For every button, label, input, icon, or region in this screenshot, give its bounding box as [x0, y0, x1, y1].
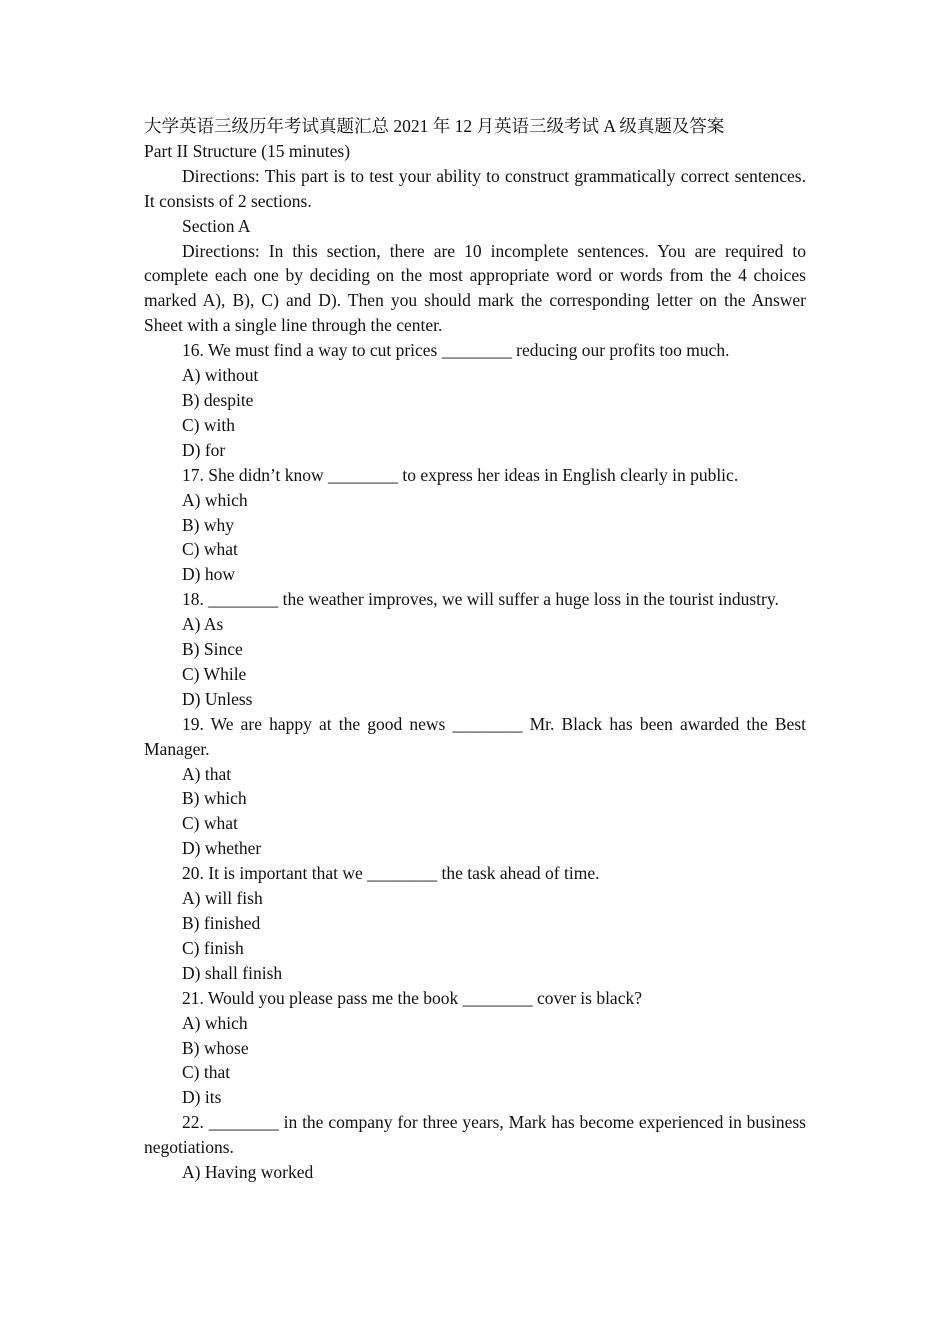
- option-a: A) that: [182, 763, 232, 784]
- option-a: A) without: [182, 365, 259, 386]
- option-d: D) its: [182, 1087, 222, 1108]
- option-b: B) despite: [182, 389, 254, 410]
- question-stem: 22. ________ in the company for three years, Mark has become experienced in business negotiations.: [144, 1112, 806, 1158]
- option-b: B) why: [182, 514, 235, 535]
- option-a: A) which: [182, 1012, 248, 1033]
- option-c: C) finish: [182, 937, 244, 958]
- part-heading: Part II Structure (15 minutes): [144, 140, 351, 161]
- option-d: D) Unless: [182, 688, 253, 709]
- option-a: A) will fish: [182, 888, 263, 909]
- question-20: [144, 861, 806, 986]
- option-c: C) what: [182, 539, 238, 560]
- option-b: B) which: [182, 788, 247, 809]
- question-stem: 20. It is important that we ________ the task ahead of time.: [182, 863, 600, 884]
- option-b: B) finished: [182, 913, 261, 933]
- document-title: 大学英语三级历年考试真题汇总 2021 年 12 月英语三级考试 A 级真题及答案: [144, 116, 725, 136]
- option-a: A) As: [182, 614, 224, 635]
- question-18: [144, 587, 806, 712]
- option-b: B) Since: [182, 639, 243, 660]
- question-stem: 21. Would you please pass me the book ________ cover is black?: [182, 987, 642, 1008]
- question-stem: 18. ________ the weather improves, we will suffer a huge loss in the tourist industry.: [182, 589, 779, 610]
- part-directions: Directions: This part is to test your ability to construct grammatically correct sentences. It consists of 2 sections.: [144, 165, 806, 211]
- option-d: D) for: [182, 439, 226, 460]
- option-d: D) shall finish: [182, 962, 283, 983]
- question-21: [144, 986, 806, 1111]
- question-stem: 19. We are happy at the good news ________ Mr. Black has been awarded the Best Manager.: [144, 713, 806, 759]
- section-directions: Directions: In this section, there are 10 incomplete sentences. You are required to complete each one by deciding on the most appropriate word or words from the 4 choices marked A), B), C) and D). Then you should mark the corresponding letter on the Answer Sheet with a single line through the center.: [144, 240, 806, 336]
- document-page: [144, 114, 806, 1185]
- option-a: A) Having worked: [182, 1162, 314, 1183]
- question-22: [144, 1110, 806, 1185]
- option-d: D) how: [182, 564, 235, 585]
- option-c: C) with: [182, 414, 235, 435]
- section-heading: Section A: [182, 215, 251, 236]
- option-c: C) While: [182, 663, 247, 684]
- question-17: [144, 463, 806, 588]
- question-stem: 16. We must find a way to cut prices ________ reducing our profits too much.: [182, 340, 730, 361]
- option-c: C) what: [182, 813, 238, 834]
- question-16: [144, 338, 806, 463]
- question-stem: 17. She didn’t know ________ to express her ideas in English clearly in public.: [182, 464, 739, 485]
- option-b: B) whose: [182, 1037, 249, 1058]
- option-d: D) whether: [182, 838, 262, 859]
- question-19: [144, 712, 806, 861]
- option-c: C) that: [182, 1062, 231, 1083]
- option-a: A) which: [182, 489, 248, 510]
